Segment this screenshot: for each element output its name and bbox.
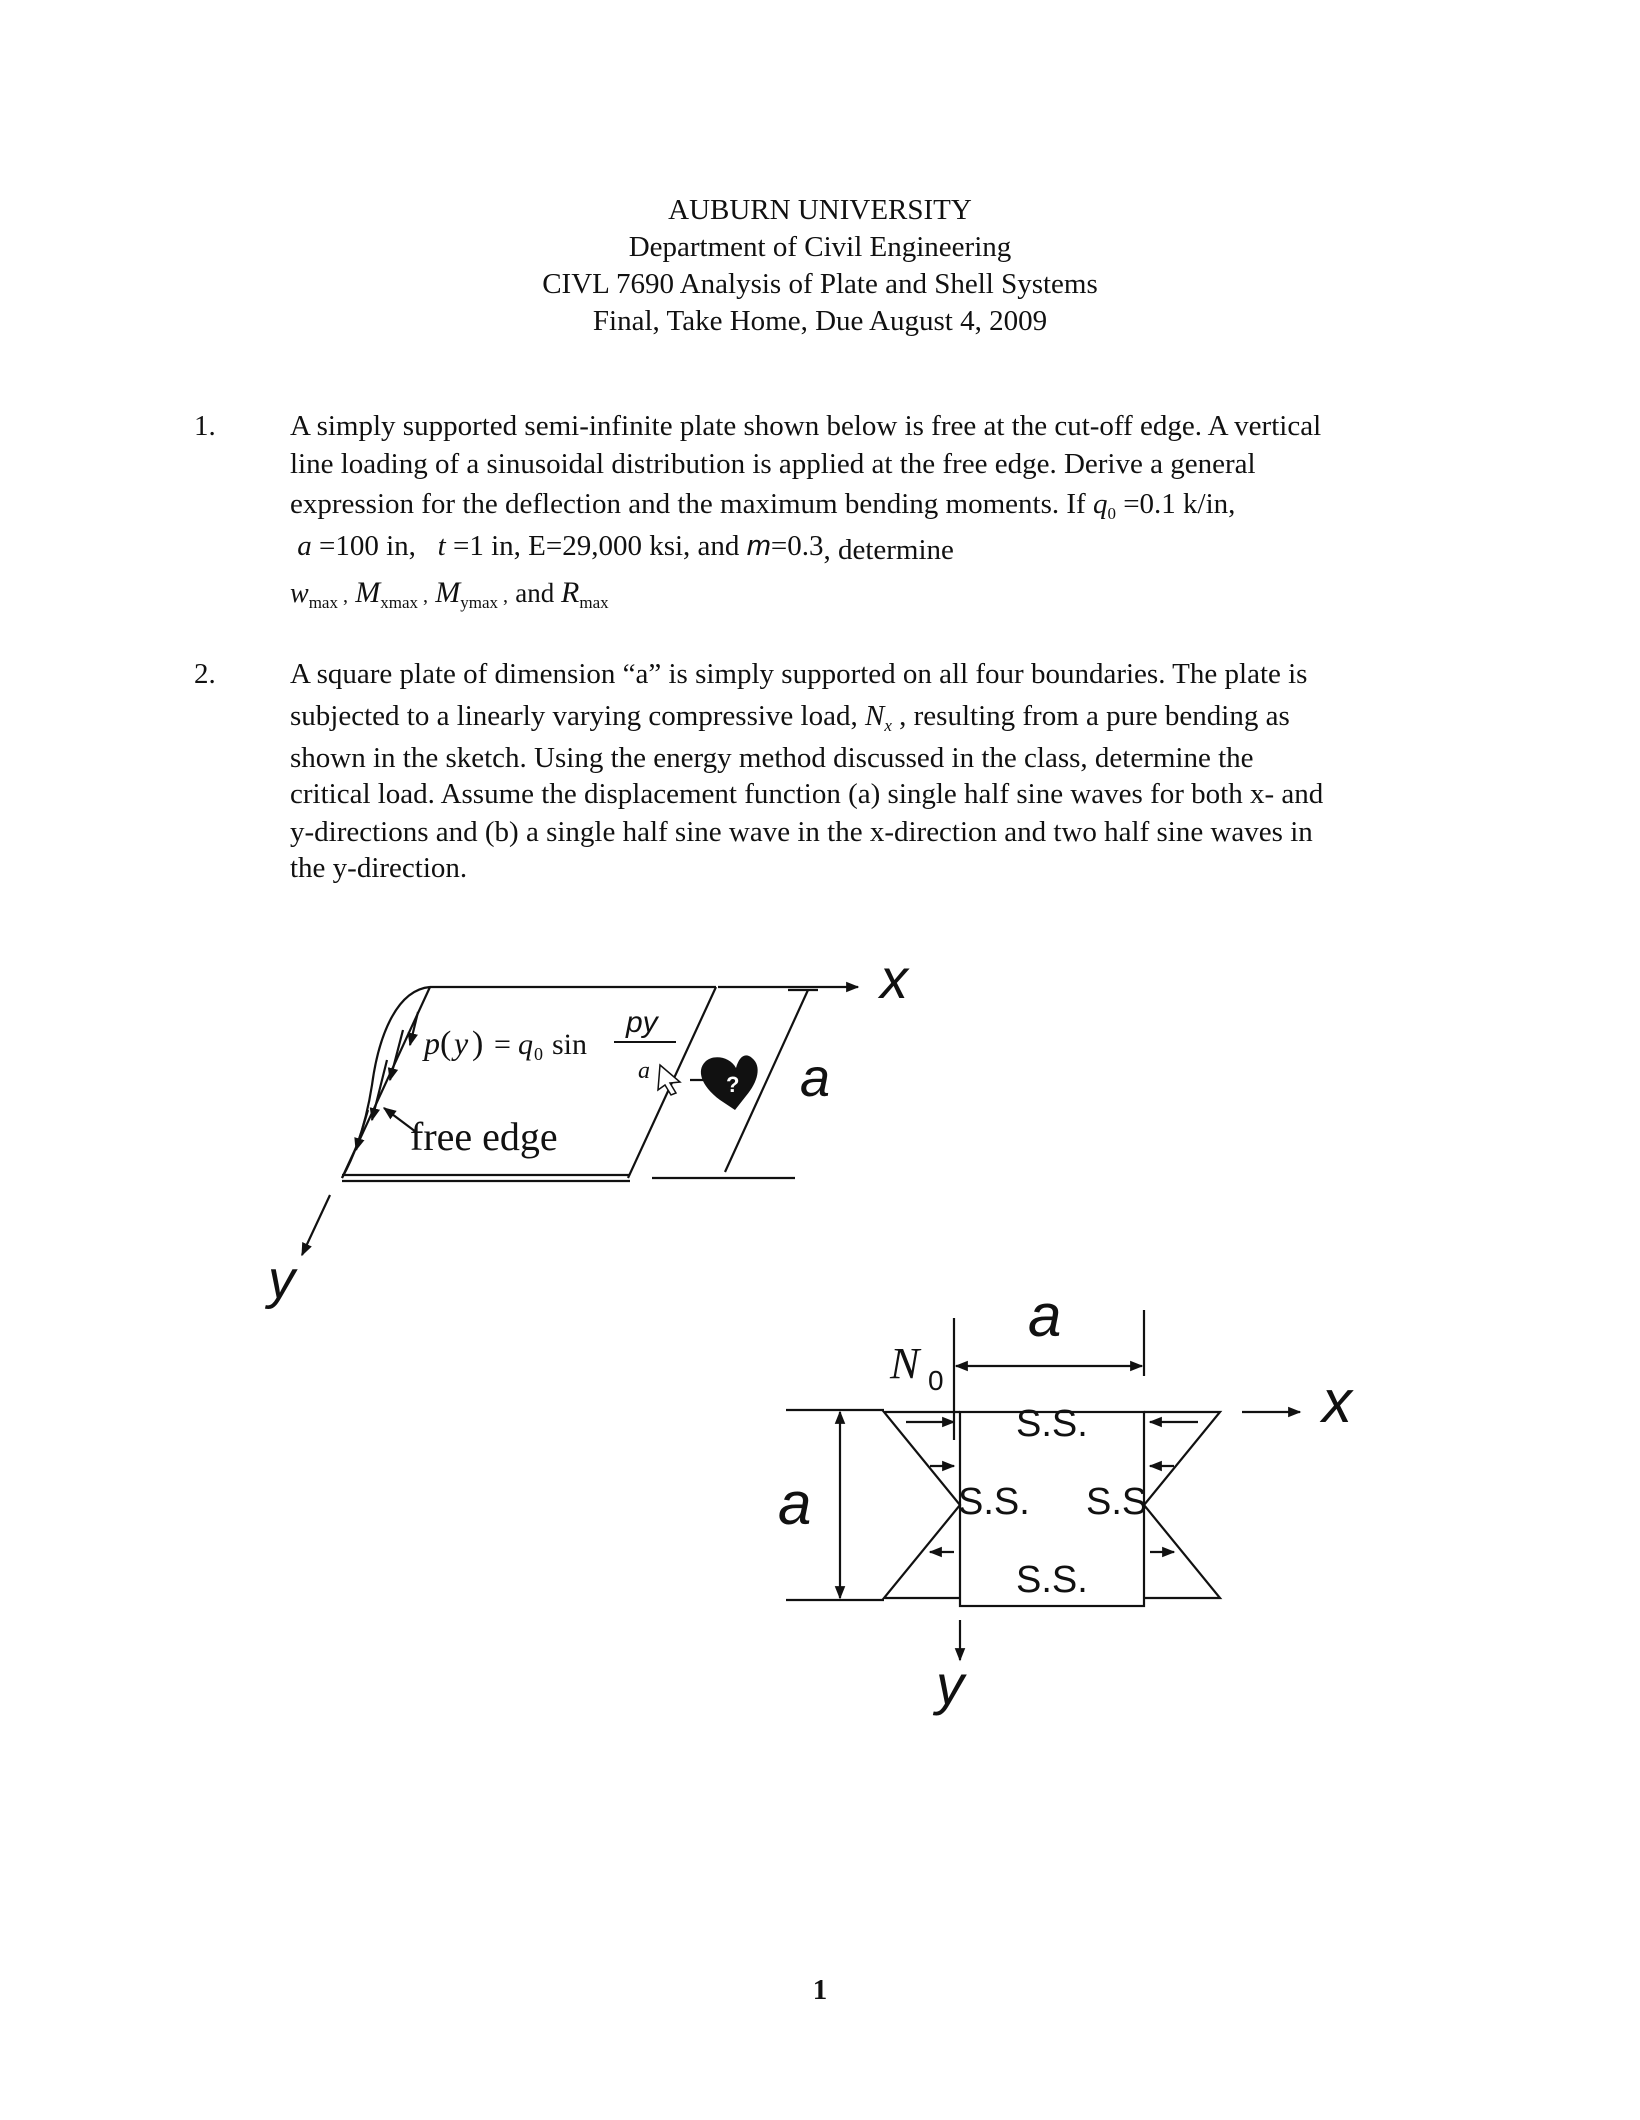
figure-2-square-plate — [786, 1310, 1300, 1660]
course-title: CIVL 7690 Analysis of Plate and Shell Systems — [542, 268, 1098, 300]
eq-sin: sin — [552, 1028, 588, 1061]
question-line: the y-direction. — [290, 852, 468, 884]
line-text: subjected to a linearly varying compressive load, — [290, 700, 865, 732]
a-symbol: a — [297, 530, 312, 562]
fig2-x-label: x — [1322, 1368, 1352, 1435]
page-number: 1 — [812, 1974, 828, 2006]
comma: , — [418, 585, 428, 607]
eq-paren-open: ( — [440, 1025, 452, 1062]
Nx-symbol: N — [865, 700, 885, 732]
load-arrow — [356, 1110, 368, 1150]
comma: , — [498, 585, 509, 607]
question-mark: ? — [726, 1072, 740, 1097]
t-value: =1 in, E=29,000 ksi, and — [445, 530, 747, 562]
eq-denominator: a — [638, 1058, 650, 1084]
ss-bottom-label: S.S. — [1016, 1559, 1088, 1601]
w-subscript: max — [308, 593, 338, 612]
poisson-symbol: m — [746, 530, 771, 562]
eq-q-subscript: 0 — [534, 1044, 543, 1064]
free-edge-label: free edge — [410, 1114, 558, 1159]
fig2-y-label: y — [936, 1653, 964, 1716]
fig1-a-label: a — [800, 1048, 831, 1108]
a-value: =100 in, — [311, 530, 416, 562]
eq-y: y — [454, 1025, 469, 1061]
Mx-symbol: M — [355, 576, 381, 609]
load-arrow — [390, 1030, 403, 1080]
eq-equals: = — [494, 1028, 511, 1061]
fig1-x-label: x — [880, 947, 908, 1010]
R-subscript: max — [579, 593, 609, 612]
fig1-y-label: y — [268, 1250, 295, 1310]
cursor-icon — [658, 1065, 680, 1095]
eq-q: q — [518, 1028, 533, 1061]
ss-left-label: S.S. — [958, 1481, 1030, 1523]
question-line: A square plate of dimension “a” is simply supported on all four boundaries. The plate is — [290, 658, 1308, 690]
question-number: 2. — [194, 658, 216, 690]
ss-right-label: S.S — [1086, 1481, 1148, 1523]
N0-subscript: 0 — [928, 1365, 944, 1396]
line-text: , resulting from a pure bending as — [891, 700, 1290, 732]
right-load-diagram — [1144, 1412, 1220, 1598]
eq-numerator: py — [626, 1006, 658, 1039]
determine-text: , determine — [823, 534, 954, 566]
q0-subscript: 0 — [1107, 504, 1116, 523]
question-line: line loading of a sinusoidal distribution is applied at the free edge. Derive a general — [290, 448, 1256, 480]
q0-value: =0.1 k/in, — [1115, 488, 1236, 520]
exam-title: Final, Take Home, Due August 4, 2009 — [592, 305, 1048, 337]
and-text: and — [515, 578, 562, 608]
fig2-a-left-label: a — [778, 1470, 812, 1537]
eq-p: p — [424, 1025, 440, 1061]
y-axis — [302, 1195, 330, 1255]
w-symbol: w — [290, 578, 309, 609]
question-number: 1. — [194, 410, 216, 442]
My-subscript: ymax — [460, 593, 499, 612]
load-equation — [422, 1006, 676, 1084]
question-line: A simply supported semi-infinite plate shown below is free at the cut-off edge. A vertical — [290, 410, 1322, 442]
eq-paren-close: ) — [472, 1025, 484, 1062]
Nx-subscript: x — [884, 716, 892, 735]
question-line: critical load. Assume the displacement function (a) single half sine waves for both x- and — [290, 778, 1324, 810]
fig2-a-top-label: a — [1028, 1282, 1062, 1349]
My-symbol: M — [435, 576, 461, 609]
Mx-subscript: xmax — [380, 593, 418, 612]
department-name: Department of Civil Engineering — [628, 231, 1012, 263]
left-load-diagram — [884, 1412, 960, 1598]
question-heart-icon — [701, 1055, 758, 1110]
q0-symbol: q — [1092, 488, 1108, 520]
question-line: shown in the sketch. Using the energy method discussed in the class, determine the — [290, 742, 1254, 774]
R-symbol: R — [561, 576, 580, 609]
ss-top-label: S.S. — [1016, 1403, 1088, 1445]
university-name: AUBURN UNIVERSITY — [668, 194, 972, 226]
N0-symbol: N — [890, 1339, 920, 1388]
line-text: expression for the deflection and the maximum bending moments. If — [290, 488, 1093, 520]
poisson-value: =0.3 — [770, 530, 824, 562]
t-symbol: t — [437, 530, 446, 562]
comma: , — [337, 585, 348, 607]
question-line: y-directions and (b) a single half sine wave in the x-direction and two half sine waves in — [290, 816, 1313, 848]
